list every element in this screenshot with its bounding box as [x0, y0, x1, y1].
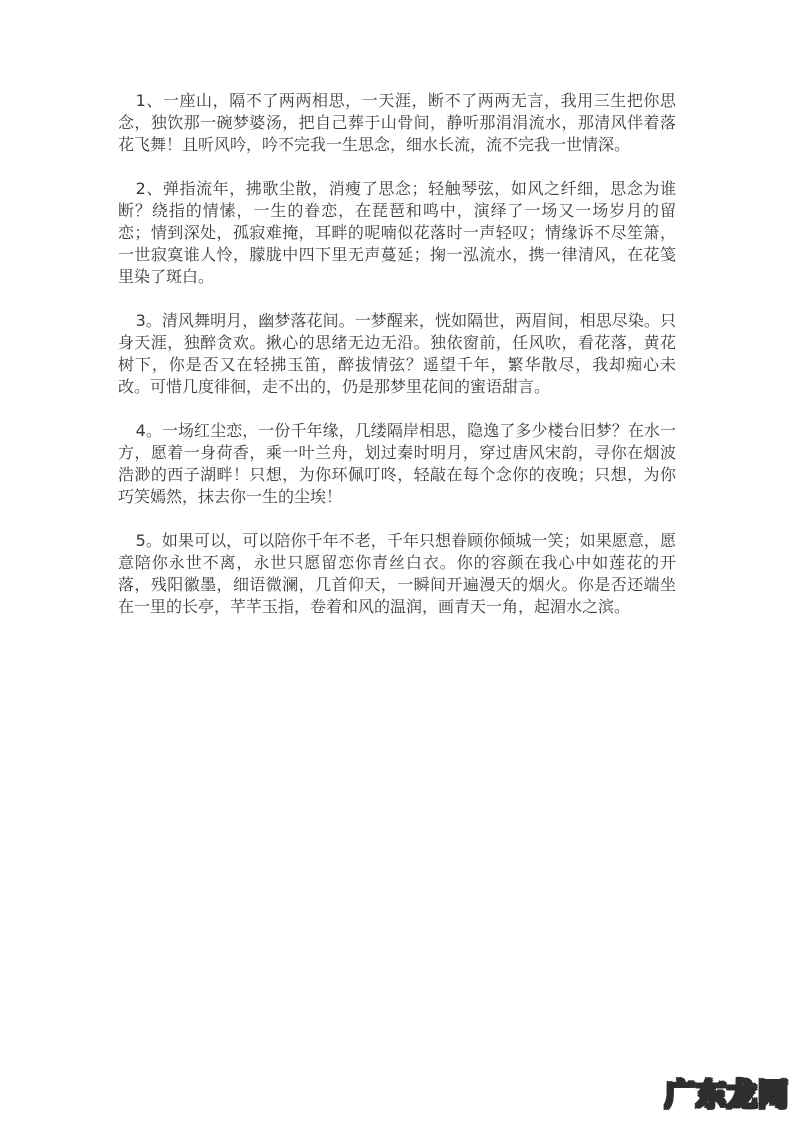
paragraph-5: 5。如果可以，可以陪你千年不老，千年只想眷顾你倾城一笑；如果愿意，愿意陪你永世不离，永世只愿留恋你青丝白衣。你的容颜在我心中如莲花的开落，残阳徽墨，细语微澜，几首仰天，一瞬间开遍漫天的烟火。你是否还端坐在一里的长亭，芊芊玉指，卷着和风的温润，画青天一角，起湄水之滨。 [118, 531, 676, 616]
paragraph-3: 3。清风舞明月，幽梦落花间。一梦醒来，恍如隔世，两眉间，相思尽染。只身天涯，独醉贪欢。揪心的思绪无边无沿。独依窗前，任风吹，看花落，黄花树下，你是否又在轻拂玉笛，醉拔情弦？遥望千年，繁华散尽，我却痴心未改。可惜几度徘徊，走不出的，仍是那梦里花间的蜜语甜言。 [118, 311, 676, 396]
document-body [118, 90, 676, 640]
paragraph-2: 2、弹指流年，拂歌尘散，消瘦了思念；轻触琴弦，如风之纤细，思念为谁断？绕指的情愫，一生的眷恋，在琵琶和鸣中，演绎了一场又一场岁月的留恋；情到深处，孤寂难掩，耳畔的呢喃似花落时一声轻叹；情缘诉不尽笙箫，一世寂寞谁人怜，朦胧中四下里无声蔓延；掬一泓流水，携一律清风，在花笺里染了斑白。 [118, 179, 676, 286]
paragraph-1: 1、一座山，隔不了两两相思，一天涯，断不了两两无言，我用三生把你思念，独饮那一碗梦婆汤，把自己葬于山骨间，静听那涓涓流水，那清风伴着落花飞舞！且听风吟，吟不完我一生思念，细水长流，流不完我一世情深。 [118, 91, 676, 154]
site-watermark-logo: 广东龙网 [665, 1078, 789, 1113]
paragraph-4: 4。一场红尘恋，一份千年缘，几缕隔岸相思，隐逸了多少楼台旧梦？在水一方，愿着一身荷香，乘一叶兰舟，划过秦时明月，穿过唐风宋韵，寻你在烟波浩渺的西子湖畔！只想，为你环佩叮咚，轻敲在每个念你的夜晚；只想，为你巧笑嫣然，抹去你一生的尘埃！ [118, 421, 676, 506]
